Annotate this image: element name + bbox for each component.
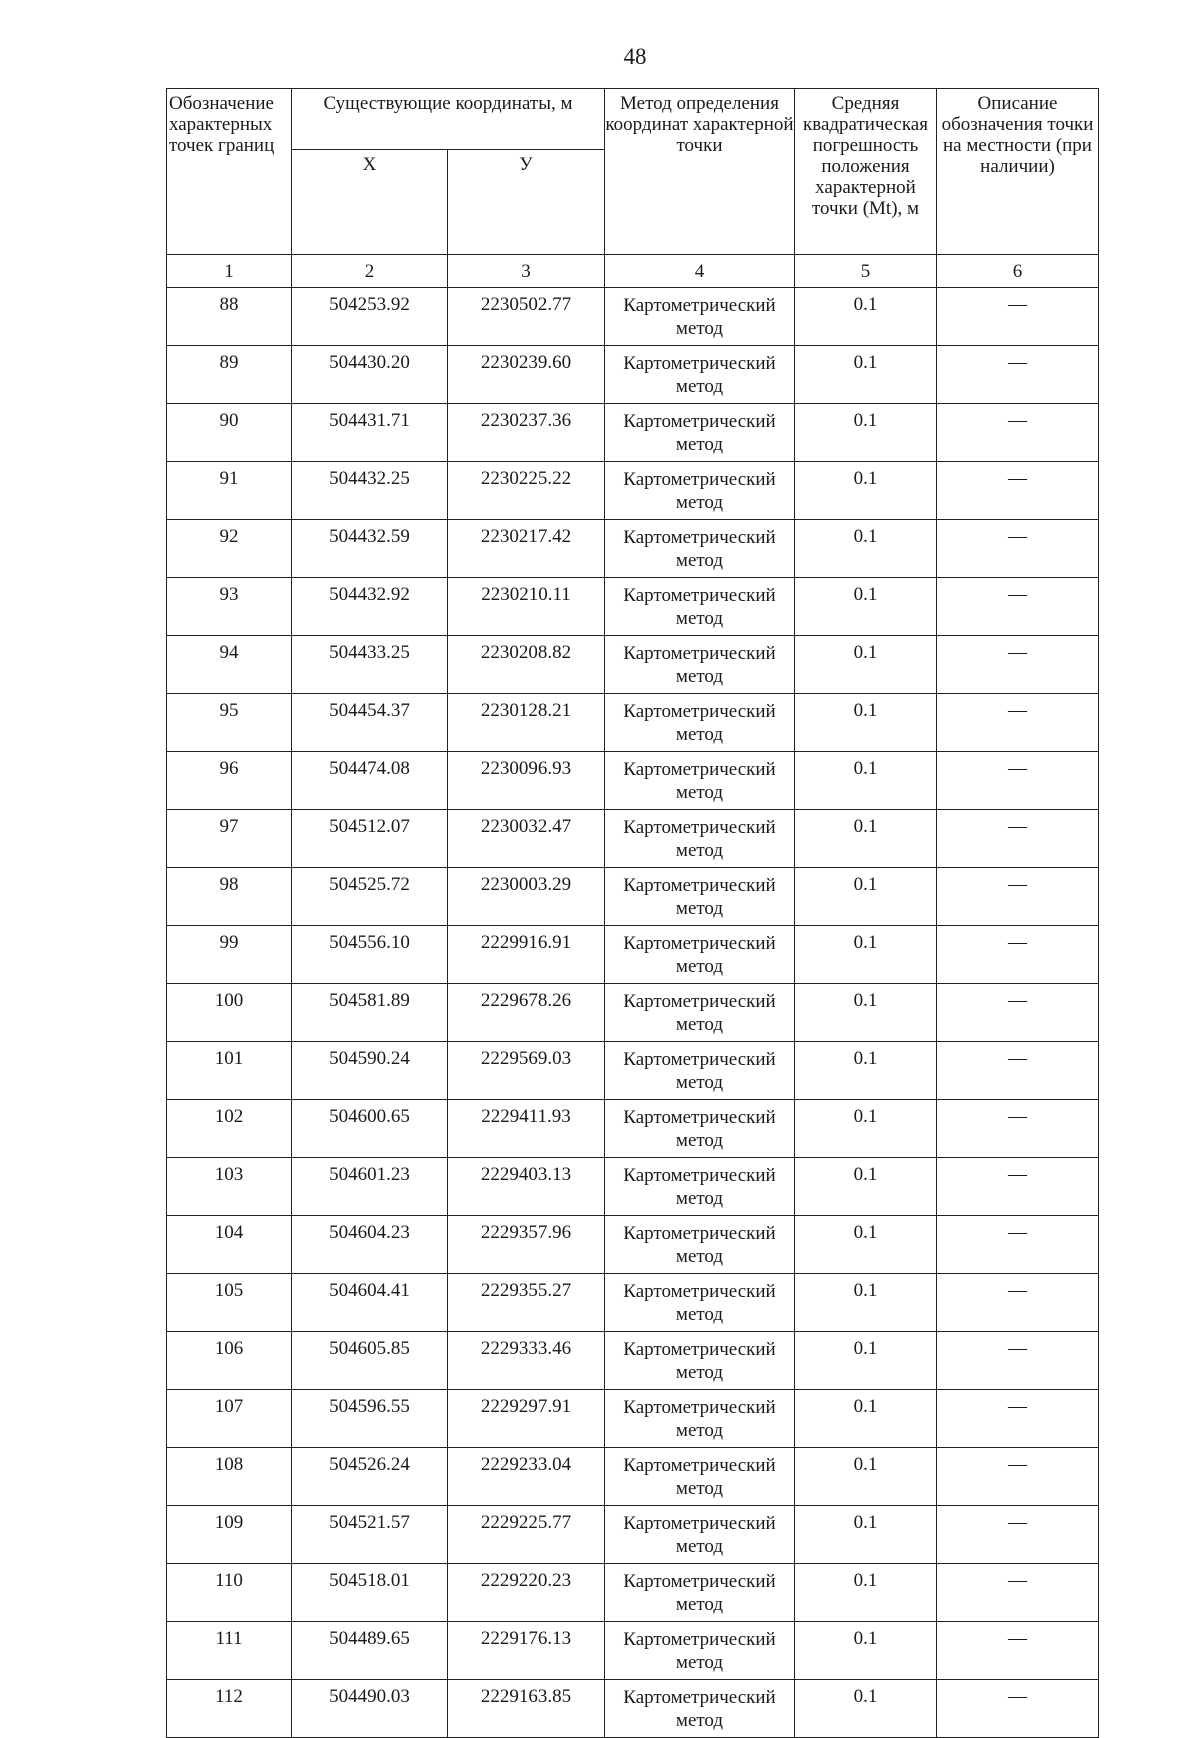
table-row: [167, 752, 1099, 810]
cell-description: —: [937, 636, 1099, 694]
cell-method: Картометрический метод: [605, 1332, 795, 1390]
cell-y-coordinate: 2230096.93: [448, 752, 605, 810]
cell-mean-square-error: 0.1: [795, 346, 937, 404]
cell-y-coordinate: 2229233.04: [448, 1448, 605, 1506]
cell-point-number: 107: [167, 1390, 292, 1448]
cell-method: Картометрический метод: [605, 578, 795, 636]
cell-point-number: 108: [167, 1448, 292, 1506]
cell-description: —: [937, 868, 1099, 926]
cell-point-number: 109: [167, 1506, 292, 1564]
cell-mean-square-error: 0.1: [795, 1564, 937, 1622]
header-method: Метод определения координат характерной точки: [605, 89, 795, 255]
cell-x-coordinate: 504432.59: [292, 520, 448, 578]
cell-x-coordinate: 504604.41: [292, 1274, 448, 1332]
cell-x-coordinate: 504454.37: [292, 694, 448, 752]
cell-x-coordinate: 504432.92: [292, 578, 448, 636]
cell-y-coordinate: 2230003.29: [448, 868, 605, 926]
cell-x-coordinate: 504590.24: [292, 1042, 448, 1100]
header-existing-coordinates: Существующие координаты, м: [292, 89, 605, 150]
cell-y-coordinate: 2229403.13: [448, 1158, 605, 1216]
cell-y-coordinate: 2230239.60: [448, 346, 605, 404]
table-row: [167, 1622, 1099, 1680]
cell-point-number: 89: [167, 346, 292, 404]
cell-point-number: 110: [167, 1564, 292, 1622]
cell-x-coordinate: 504521.57: [292, 1506, 448, 1564]
cell-x-coordinate: 504581.89: [292, 984, 448, 1042]
header-point-designation: Обозначение характерных точек границ: [167, 89, 292, 255]
cell-method: Картометрический метод: [605, 752, 795, 810]
cell-method: Картометрический метод: [605, 1448, 795, 1506]
cell-y-coordinate: 2230032.47: [448, 810, 605, 868]
table-row: [167, 1158, 1099, 1216]
cell-point-number: 100: [167, 984, 292, 1042]
cell-mean-square-error: 0.1: [795, 868, 937, 926]
cell-method: Картометрический метод: [605, 926, 795, 984]
cell-mean-square-error: 0.1: [795, 1216, 937, 1274]
table-row: [167, 1332, 1099, 1390]
cell-method: Картометрический метод: [605, 1216, 795, 1274]
table-row: [167, 810, 1099, 868]
page-number: 48: [623, 44, 647, 69]
cell-x-coordinate: 504432.25: [292, 462, 448, 520]
cell-mean-square-error: 0.1: [795, 288, 937, 346]
cell-description: —: [937, 694, 1099, 752]
cell-mean-square-error: 0.1: [795, 984, 937, 1042]
cell-mean-square-error: 0.1: [795, 810, 937, 868]
cell-point-number: 94: [167, 636, 292, 694]
cell-x-coordinate: 504512.07: [292, 810, 448, 868]
table-row: [167, 1680, 1099, 1738]
table-row: [167, 520, 1099, 578]
table-row: [167, 984, 1099, 1042]
cell-mean-square-error: 0.1: [795, 1274, 937, 1332]
cell-description: —: [937, 1274, 1099, 1332]
cell-description: —: [937, 520, 1099, 578]
cell-x-coordinate: 504525.72: [292, 868, 448, 926]
table-row: [167, 1216, 1099, 1274]
cell-method: Картометрический метод: [605, 868, 795, 926]
cell-point-number: 101: [167, 1042, 292, 1100]
cell-mean-square-error: 0.1: [795, 578, 937, 636]
cell-method: Картометрический метод: [605, 1506, 795, 1564]
cell-y-coordinate: 2230128.21: [448, 694, 605, 752]
cell-point-number: 102: [167, 1100, 292, 1158]
cell-point-number: 105: [167, 1274, 292, 1332]
column-number: 5: [795, 255, 937, 288]
cell-method: Картометрический метод: [605, 288, 795, 346]
table-row: [167, 1448, 1099, 1506]
cell-description: —: [937, 1680, 1099, 1738]
cell-y-coordinate: 2229569.03: [448, 1042, 605, 1100]
cell-y-coordinate: 2229357.96: [448, 1216, 605, 1274]
cell-mean-square-error: 0.1: [795, 1506, 937, 1564]
cell-x-coordinate: 504600.65: [292, 1100, 448, 1158]
cell-x-coordinate: 504490.03: [292, 1680, 448, 1738]
cell-point-number: 91: [167, 462, 292, 520]
cell-y-coordinate: 2229678.26: [448, 984, 605, 1042]
cell-description: —: [937, 810, 1099, 868]
cell-mean-square-error: 0.1: [795, 520, 937, 578]
cell-x-coordinate: 504526.24: [292, 1448, 448, 1506]
cell-point-number: 97: [167, 810, 292, 868]
cell-y-coordinate: 2229333.46: [448, 1332, 605, 1390]
cell-description: —: [937, 1506, 1099, 1564]
cell-y-coordinate: 2229411.93: [448, 1100, 605, 1158]
cell-method: Картометрический метод: [605, 1390, 795, 1448]
cell-mean-square-error: 0.1: [795, 1100, 937, 1158]
cell-method: Картометрический метод: [605, 1564, 795, 1622]
cell-x-coordinate: 504596.55: [292, 1390, 448, 1448]
cell-point-number: 98: [167, 868, 292, 926]
table-row: [167, 868, 1099, 926]
cell-y-coordinate: 2230217.42: [448, 520, 605, 578]
cell-mean-square-error: 0.1: [795, 694, 937, 752]
cell-description: —: [937, 404, 1099, 462]
cell-x-coordinate: 504431.71: [292, 404, 448, 462]
cell-x-coordinate: 504489.65: [292, 1622, 448, 1680]
cell-y-coordinate: 2229297.91: [448, 1390, 605, 1448]
cell-x-coordinate: 504430.20: [292, 346, 448, 404]
cell-mean-square-error: 0.1: [795, 752, 937, 810]
cell-mean-square-error: 0.1: [795, 1042, 937, 1100]
cell-mean-square-error: 0.1: [795, 1622, 937, 1680]
cell-point-number: 88: [167, 288, 292, 346]
header-description: Описание обозначения точки на местности (при наличии): [937, 89, 1099, 255]
cell-description: —: [937, 984, 1099, 1042]
cell-y-coordinate: 2229916.91: [448, 926, 605, 984]
table-header: [167, 89, 1099, 288]
cell-point-number: 112: [167, 1680, 292, 1738]
cell-point-number: 93: [167, 578, 292, 636]
cell-description: —: [937, 926, 1099, 984]
cell-method: Картометрический метод: [605, 404, 795, 462]
cell-method: Картометрический метод: [605, 1042, 795, 1100]
column-number: 2: [292, 255, 448, 288]
cell-point-number: 104: [167, 1216, 292, 1274]
table-row: [167, 1564, 1099, 1622]
cell-y-coordinate: 2230210.11: [448, 578, 605, 636]
cell-method: Картометрический метод: [605, 636, 795, 694]
cell-y-coordinate: 2229163.85: [448, 1680, 605, 1738]
column-numbers-row: [167, 255, 1099, 288]
table-row: [167, 926, 1099, 984]
cell-method: Картометрический метод: [605, 694, 795, 752]
table-row: [167, 578, 1099, 636]
cell-method: Картометрический метод: [605, 1622, 795, 1680]
cell-method: Картометрический метод: [605, 984, 795, 1042]
table-row: [167, 288, 1099, 346]
cell-point-number: 99: [167, 926, 292, 984]
cell-method: Картометрический метод: [605, 520, 795, 578]
cell-description: —: [937, 1448, 1099, 1506]
cell-method: Картометрический метод: [605, 462, 795, 520]
cell-point-number: 96: [167, 752, 292, 810]
cell-y-coordinate: 2229176.13: [448, 1622, 605, 1680]
cell-mean-square-error: 0.1: [795, 636, 937, 694]
table-row: [167, 1100, 1099, 1158]
cell-description: —: [937, 1042, 1099, 1100]
cell-description: —: [937, 288, 1099, 346]
cell-method: Картометрический метод: [605, 1680, 795, 1738]
cell-method: Картометрический метод: [605, 810, 795, 868]
header-mean-square-error: Средняя квадратическая погрешность положения характерной точки (Mt), м: [795, 89, 937, 255]
cell-point-number: 111: [167, 1622, 292, 1680]
cell-point-number: 103: [167, 1158, 292, 1216]
cell-description: —: [937, 1332, 1099, 1390]
cell-point-number: 92: [167, 520, 292, 578]
cell-description: —: [937, 1390, 1099, 1448]
column-number: 6: [937, 255, 1099, 288]
cell-mean-square-error: 0.1: [795, 1390, 937, 1448]
cell-x-coordinate: 504253.92: [292, 288, 448, 346]
table-body: [167, 288, 1099, 1738]
cell-description: —: [937, 1158, 1099, 1216]
table-row: [167, 1042, 1099, 1100]
cell-x-coordinate: 504433.25: [292, 636, 448, 694]
column-number: 3: [448, 255, 605, 288]
cell-y-coordinate: 2230502.77: [448, 288, 605, 346]
cell-method: Картометрический метод: [605, 346, 795, 404]
cell-mean-square-error: 0.1: [795, 1448, 937, 1506]
header-x: Х: [292, 150, 448, 255]
table-row: [167, 462, 1099, 520]
cell-y-coordinate: 2229355.27: [448, 1274, 605, 1332]
cell-x-coordinate: 504556.10: [292, 926, 448, 984]
table-row: [167, 636, 1099, 694]
cell-description: —: [937, 752, 1099, 810]
cell-x-coordinate: 504604.23: [292, 1216, 448, 1274]
cell-point-number: 90: [167, 404, 292, 462]
cell-description: —: [937, 1216, 1099, 1274]
cell-method: Картометрический метод: [605, 1158, 795, 1216]
boundary-points-table: [166, 88, 1099, 1738]
cell-mean-square-error: 0.1: [795, 462, 937, 520]
cell-description: —: [937, 1622, 1099, 1680]
header-y: У: [448, 150, 605, 255]
cell-y-coordinate: 2230225.22: [448, 462, 605, 520]
cell-mean-square-error: 0.1: [795, 1680, 937, 1738]
table-row: [167, 1506, 1099, 1564]
cell-description: —: [937, 578, 1099, 636]
cell-mean-square-error: 0.1: [795, 1158, 937, 1216]
cell-description: —: [937, 346, 1099, 404]
cell-method: Картометрический метод: [605, 1274, 795, 1332]
table-row: [167, 346, 1099, 404]
column-number: 4: [605, 255, 795, 288]
table-row: [167, 1390, 1099, 1448]
cell-y-coordinate: 2230237.36: [448, 404, 605, 462]
cell-mean-square-error: 0.1: [795, 404, 937, 462]
table-row: [167, 1274, 1099, 1332]
cell-method: Картометрический метод: [605, 1100, 795, 1158]
cell-description: —: [937, 1564, 1099, 1622]
cell-mean-square-error: 0.1: [795, 1332, 937, 1390]
cell-description: —: [937, 1100, 1099, 1158]
cell-point-number: 95: [167, 694, 292, 752]
cell-x-coordinate: 504518.01: [292, 1564, 448, 1622]
cell-y-coordinate: 2229220.23: [448, 1564, 605, 1622]
table-row: [167, 694, 1099, 752]
cell-y-coordinate: 2229225.77: [448, 1506, 605, 1564]
cell-y-coordinate: 2230208.82: [448, 636, 605, 694]
column-number: 1: [167, 255, 292, 288]
cell-x-coordinate: 504474.08: [292, 752, 448, 810]
table-row: [167, 404, 1099, 462]
cell-mean-square-error: 0.1: [795, 926, 937, 984]
cell-point-number: 106: [167, 1332, 292, 1390]
cell-x-coordinate: 504605.85: [292, 1332, 448, 1390]
cell-x-coordinate: 504601.23: [292, 1158, 448, 1216]
cell-description: —: [937, 462, 1099, 520]
